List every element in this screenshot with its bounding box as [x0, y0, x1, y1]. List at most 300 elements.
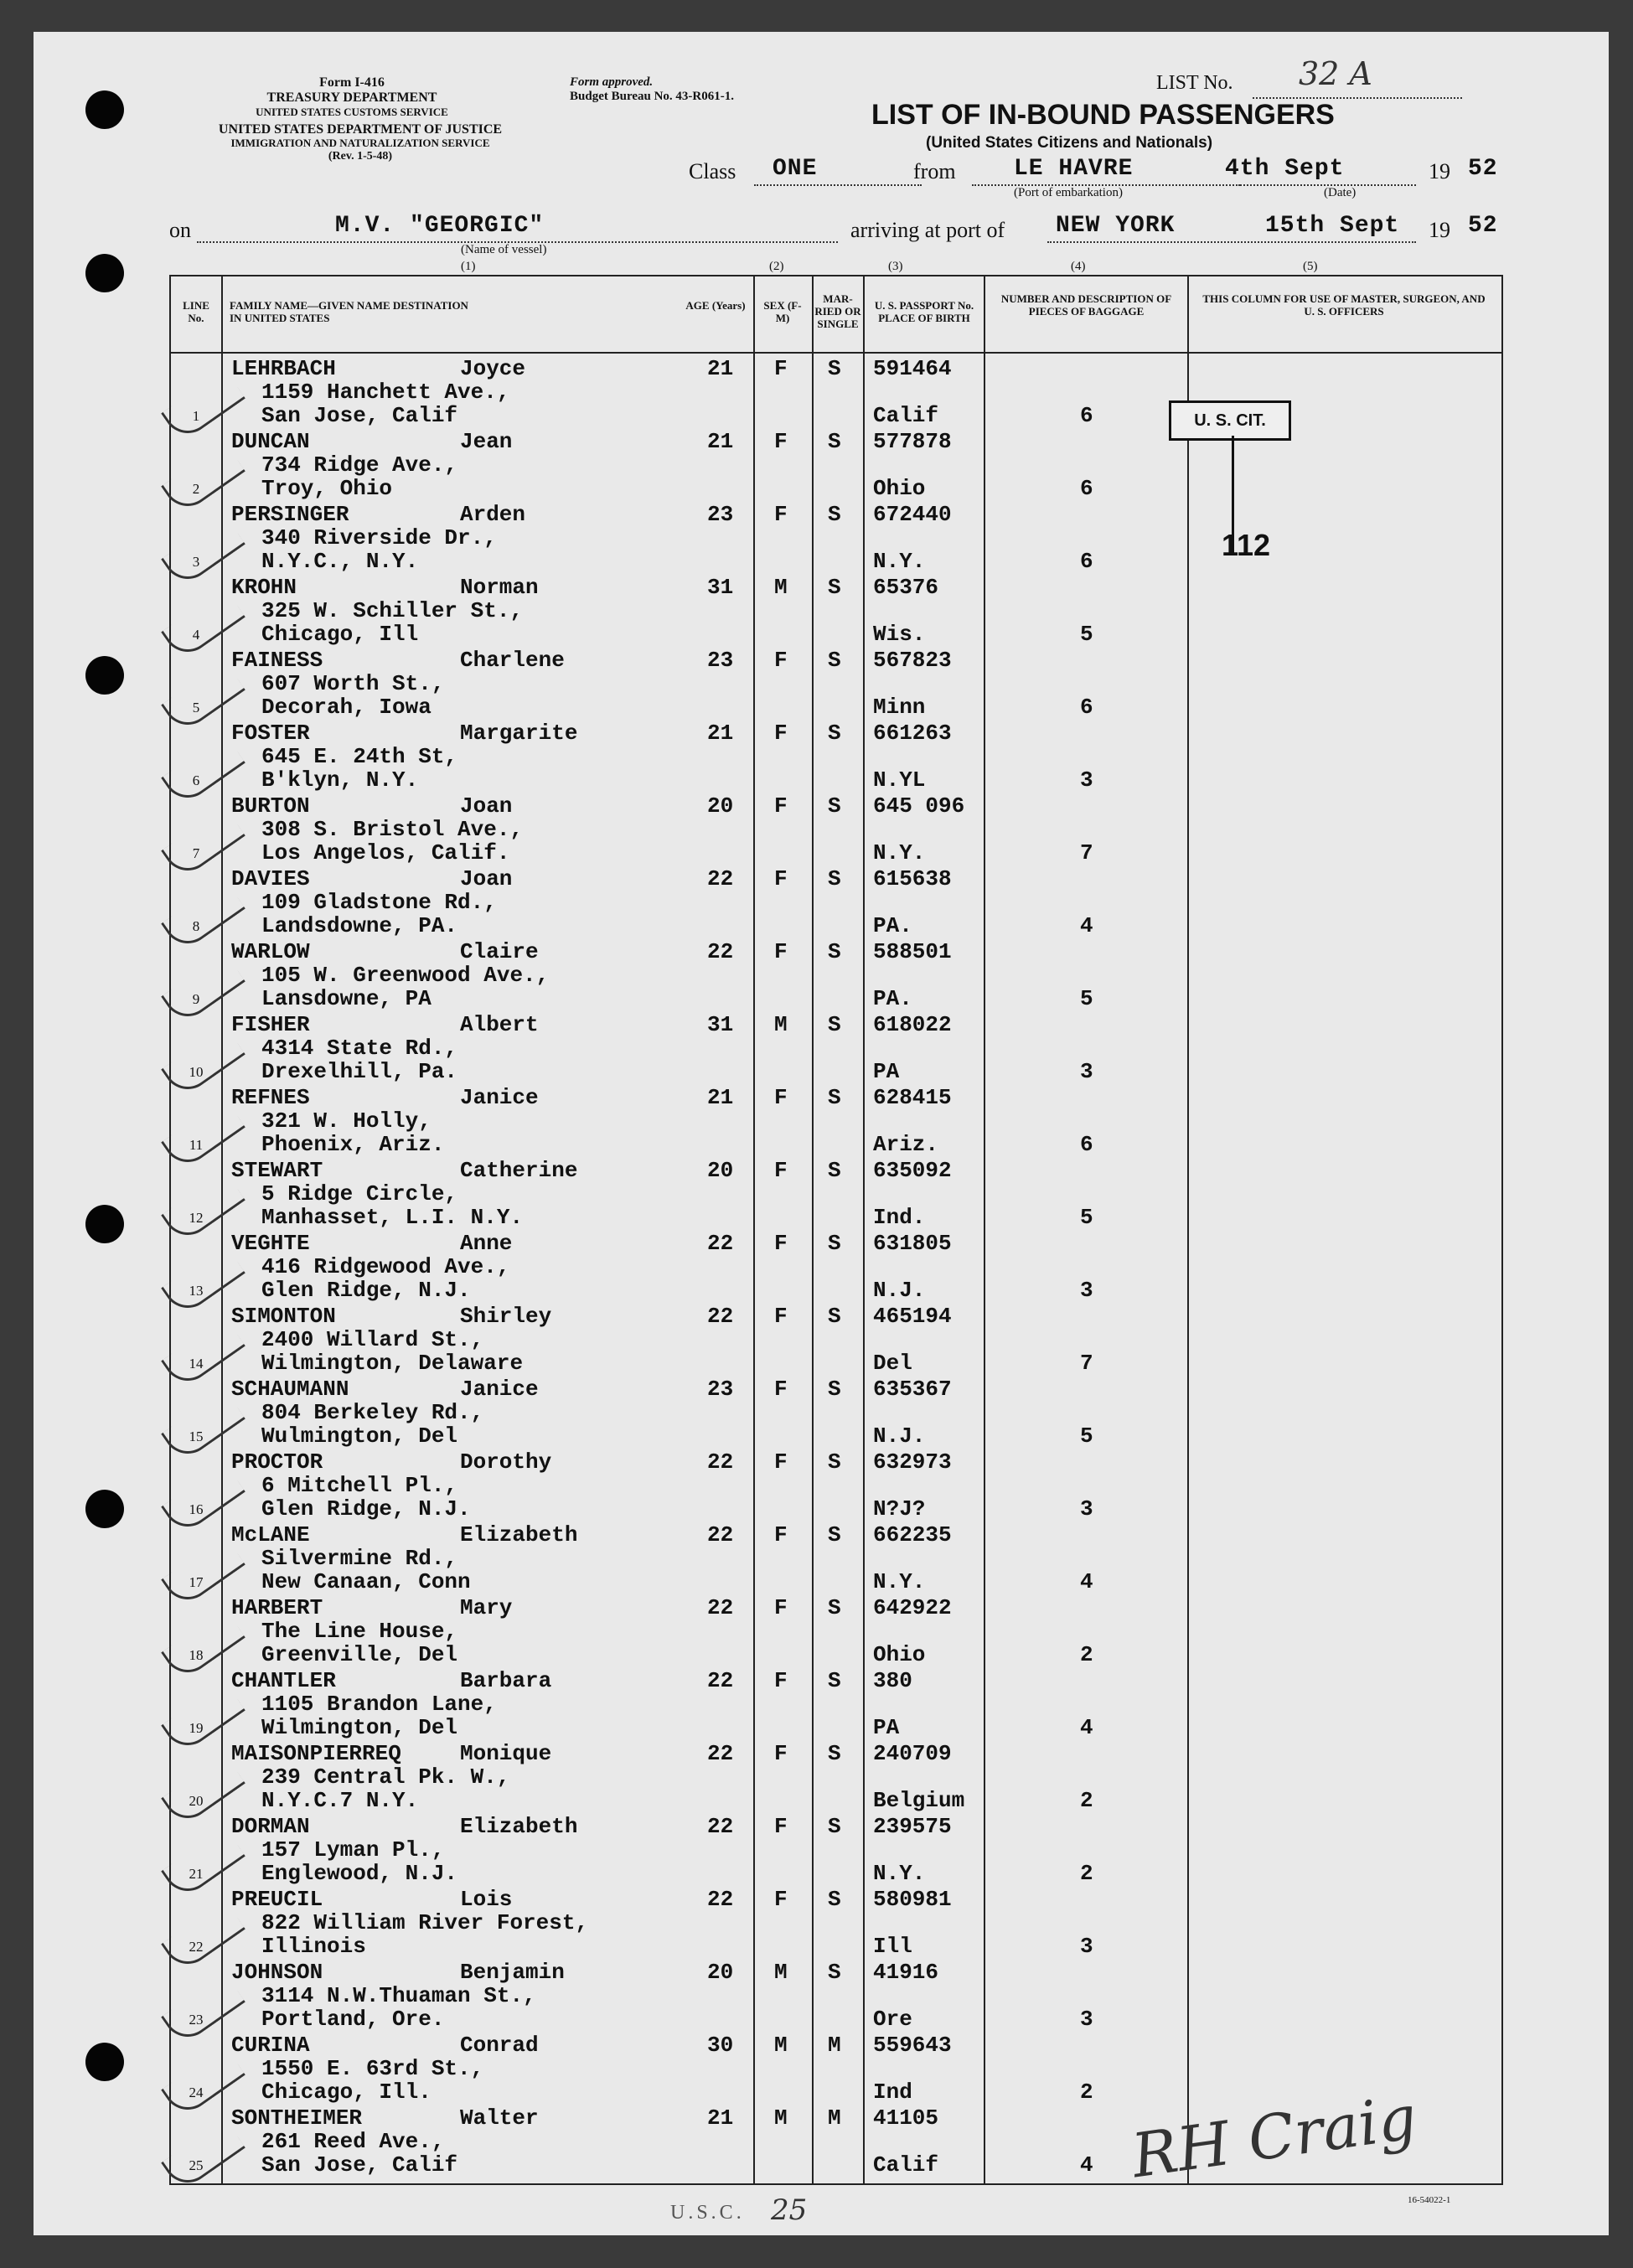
address-line-1: 1159 Hanchett Ave.,	[261, 380, 510, 405]
marital-status: S	[828, 1741, 841, 1766]
age-value: 20	[707, 1158, 734, 1183]
address-line-2: Landsdowne, PA.	[261, 913, 458, 938]
usc-label: U.S.C.	[670, 2202, 745, 2224]
family-name: FAINESS	[231, 648, 323, 673]
marital-status: S	[828, 1887, 841, 1912]
age-value: 21	[707, 429, 734, 454]
class-value: ONE	[773, 156, 818, 182]
col-header-baggage: NUMBER AND DESCRIPTION OF PIECES OF BAGGAGE	[1000, 292, 1172, 318]
given-name: Shirley	[460, 1304, 552, 1329]
line-number: 3	[192, 554, 200, 570]
treasury-label: TREASURY DEPARTMENT	[266, 90, 437, 106]
punch-hole	[85, 1205, 124, 1243]
date-arrive: 15th Sept	[1265, 213, 1400, 239]
baggage-count: 7	[1080, 840, 1093, 865]
address-line-1: 308 S. Bristol Ave.,	[261, 817, 524, 842]
birthplace: N.YL	[873, 767, 926, 793]
line-number: 6	[192, 772, 200, 788]
baggage-count: 3	[1080, 1059, 1093, 1084]
address-line-1: 340 Riverside Dr.,	[261, 525, 497, 550]
from-label: from	[913, 159, 956, 183]
class-label: Class	[689, 159, 736, 183]
birthplace: Belgium	[873, 1788, 965, 1813]
table-row	[171, 1158, 1501, 1231]
passport-number: 380	[873, 1668, 912, 1693]
marital-status: S	[828, 1960, 841, 1985]
birthplace: Ariz.	[873, 1132, 939, 1157]
address-line-1: 5 Ridge Circle,	[261, 1181, 458, 1206]
passport-number: 628415	[873, 1085, 952, 1110]
line-number: 18	[189, 1647, 204, 1663]
birthplace: Calif	[873, 403, 939, 428]
vessel-caption: (Name of vessel)	[461, 243, 547, 256]
given-name: Claire	[460, 939, 539, 964]
given-name: Joan	[460, 866, 513, 891]
line-number: 9	[192, 991, 200, 1007]
passport-number: 577878	[873, 429, 952, 454]
passport-number: 588501	[873, 939, 952, 964]
address-line-2: Los Angelos, Calif.	[261, 840, 510, 865]
address-line-1: 6 Mitchell Pl.,	[261, 1473, 458, 1498]
address-line-1: 2400 Willard St.,	[261, 1327, 484, 1352]
table-row	[171, 939, 1501, 1012]
address-line-2: B'klyn, N.Y.	[261, 767, 419, 793]
address-line-1: 321 W. Holly,	[261, 1108, 432, 1134]
marital-status: S	[828, 1304, 841, 1329]
age-value: 23	[707, 502, 734, 527]
family-name: DUNCAN	[231, 429, 310, 454]
sex-value: F	[774, 1522, 788, 1547]
marital-status: S	[828, 721, 841, 746]
arriving-label: arriving at port of	[850, 218, 1005, 242]
table-row	[171, 1085, 1501, 1158]
given-name: Conrad	[460, 2033, 539, 2058]
baggage-count: 4	[1080, 913, 1093, 938]
line-number: 12	[189, 1210, 204, 1226]
marital-status: S	[828, 1668, 841, 1693]
given-name: Benjamin	[460, 1960, 565, 1985]
baggage-count: 2	[1080, 2079, 1093, 2105]
family-name: HARBERT	[231, 1595, 323, 1620]
address-line-1: 105 W. Greenwood Ave.,	[261, 963, 550, 988]
passport-number: 672440	[873, 502, 952, 527]
given-name: Anne	[460, 1231, 513, 1256]
passenger-table	[169, 275, 1503, 2185]
page-title: LIST OF IN-BOUND PASSENGERS	[871, 99, 1335, 131]
address-line-1: Silvermine Rd.,	[261, 1546, 458, 1571]
list-no-label: LIST No.	[1156, 72, 1233, 94]
birthplace: N.Y.	[873, 840, 926, 865]
birthplace: N.Y.	[873, 549, 926, 574]
port-arrive: NEW YORK	[1056, 213, 1176, 239]
sex-value: F	[774, 1814, 788, 1839]
age-value: 22	[707, 1814, 734, 1839]
line-number: 7	[192, 845, 200, 861]
address-line-1: 1550 E. 63rd St.,	[261, 2056, 484, 2081]
marital-status: S	[828, 866, 841, 891]
age-value: 31	[707, 575, 734, 600]
address-line-1: The Line House,	[261, 1619, 458, 1644]
address-line-2: San Jose, Calif	[261, 403, 458, 428]
given-name: Joyce	[460, 356, 526, 381]
birthplace: N.J.	[873, 1278, 926, 1303]
given-name: Arden	[460, 502, 526, 527]
port-embark: LE HAVRE	[1014, 156, 1134, 182]
passport-number: 635092	[873, 1158, 952, 1183]
check-mark	[161, 2118, 245, 2193]
marital-status: S	[828, 429, 841, 454]
sex-value: F	[774, 1741, 788, 1766]
marital-status: S	[828, 648, 841, 673]
year-prefix: 19	[1429, 218, 1450, 242]
sex-value: F	[774, 1231, 788, 1256]
given-name: Norman	[460, 575, 539, 600]
birthplace: PA	[873, 1059, 900, 1084]
year-prefix: 19	[1429, 159, 1450, 183]
table-row	[171, 793, 1501, 866]
budget-label: Budget Bureau No. 43-R061-1.	[570, 90, 734, 104]
given-name: Walter	[460, 2105, 539, 2131]
address-line-1: 325 W. Schiller St.,	[261, 598, 524, 623]
marital-status: S	[828, 1449, 841, 1475]
sex-value: F	[774, 1085, 788, 1110]
marital-status: S	[828, 502, 841, 527]
baggage-count: 5	[1080, 1205, 1093, 1230]
baggage-count: 3	[1080, 1496, 1093, 1521]
family-name: PREUCIL	[231, 1887, 323, 1912]
line-number: 22	[189, 1939, 204, 1955]
address-line-2: Chicago, Ill.	[261, 2079, 432, 2105]
line-number: 19	[189, 1720, 204, 1736]
on-label: on	[169, 218, 191, 242]
sex-value: F	[774, 648, 788, 673]
sex-value: F	[774, 939, 788, 964]
birthplace: Ill	[873, 1934, 912, 1959]
line-number: 10	[189, 1064, 204, 1080]
age-value: 23	[707, 1377, 734, 1402]
family-name: REFNES	[231, 1085, 310, 1110]
sex-value: M	[774, 2105, 788, 2131]
baggage-count: 6	[1080, 403, 1093, 428]
passport-number: 631805	[873, 1231, 952, 1256]
family-name: PERSINGER	[231, 502, 349, 527]
line-number: 24	[189, 2085, 204, 2100]
address-line-1: 416 Ridgewood Ave.,	[261, 1254, 510, 1279]
sex-value: F	[774, 1668, 788, 1693]
family-name: FISHER	[231, 1012, 310, 1037]
age-value: 20	[707, 793, 734, 819]
table-row	[171, 1814, 1501, 1887]
table-row	[171, 1595, 1501, 1668]
passport-number: 567823	[873, 648, 952, 673]
officer-signature: RH Craig	[1127, 2081, 1421, 2192]
officer-count: 112	[1222, 528, 1271, 562]
address-line-2: Manhasset, L.I. N.Y.	[261, 1205, 524, 1230]
punch-hole	[85, 254, 124, 292]
birthplace: Wis.	[873, 622, 926, 647]
year-arrive: 52	[1468, 213, 1498, 239]
passport-number: 645 096	[873, 793, 965, 819]
line-number: 16	[189, 1501, 204, 1517]
baggage-count: 4	[1080, 2152, 1093, 2178]
given-name: Margarite	[460, 721, 578, 746]
sex-value: F	[774, 502, 788, 527]
table-row	[171, 1887, 1501, 1960]
line-number: 14	[189, 1356, 204, 1372]
birthplace: Del	[873, 1351, 912, 1376]
passport-number: 41105	[873, 2105, 939, 2131]
rev-label: (Rev. 1-5-48)	[328, 150, 393, 163]
sex-value: F	[774, 1449, 788, 1475]
address-line-2: Phoenix, Ariz.	[261, 1132, 445, 1157]
table-row	[171, 1741, 1501, 1814]
sex-value: F	[774, 1887, 788, 1912]
address-line-2: Illinois	[261, 1934, 366, 1959]
line-number: 15	[189, 1428, 204, 1444]
given-name: Mary	[460, 1595, 513, 1620]
passport-number: 239575	[873, 1814, 952, 1839]
birthplace: PA.	[873, 986, 912, 1011]
birthplace: Ohio	[873, 1642, 926, 1667]
sex-value: M	[774, 2033, 788, 2058]
col-index-1: (1)	[461, 260, 476, 273]
line-number: 20	[189, 1793, 204, 1809]
passport-number: 615638	[873, 866, 952, 891]
baggage-count: 4	[1080, 1715, 1093, 1740]
approved-label: Form approved.	[570, 75, 654, 89]
us-citizen-stamp: U. S. CIT.	[1169, 400, 1291, 441]
address-line-2: Drexelhill, Pa.	[261, 1059, 458, 1084]
manifest-page	[34, 32, 1609, 2235]
address-line-2: Troy, Ohio	[261, 476, 393, 501]
table-row	[171, 1522, 1501, 1595]
family-name: VEGHTE	[231, 1231, 310, 1256]
age-value: 23	[707, 648, 734, 673]
page-number: 25	[771, 2193, 808, 2227]
age-value: 22	[707, 939, 734, 964]
port-embark-caption: (Port of embarkation)	[1014, 186, 1123, 199]
line-number: 4	[192, 627, 200, 643]
family-name: SCHAUMANN	[231, 1377, 349, 1402]
sex-value: F	[774, 1304, 788, 1329]
age-value: 22	[707, 1595, 734, 1620]
passport-number: 661263	[873, 721, 952, 746]
baggage-count: 3	[1080, 2007, 1093, 2032]
family-name: BURTON	[231, 793, 310, 819]
family-name: DORMAN	[231, 1814, 310, 1839]
age-value: 21	[707, 2105, 734, 2131]
table-row	[171, 429, 1501, 502]
address-line-2: Wulmington, Del	[261, 1423, 458, 1449]
marital-status: S	[828, 1814, 841, 1839]
table-row	[171, 1304, 1501, 1377]
line-number: 11	[189, 1137, 204, 1153]
baggage-count: 7	[1080, 1351, 1093, 1376]
baggage-count: 4	[1080, 1569, 1093, 1594]
family-name: SIMONTON	[231, 1304, 336, 1329]
table-row	[171, 721, 1501, 793]
col-index-5: (5)	[1303, 260, 1318, 273]
birthplace: Calif	[873, 2152, 939, 2178]
age-value: 21	[707, 721, 734, 746]
age-value: 21	[707, 356, 734, 381]
family-name: PROCTOR	[231, 1449, 323, 1475]
col-header-age: AGE (Years)	[685, 299, 746, 312]
age-value: 22	[707, 1668, 734, 1693]
justice-block	[159, 122, 561, 163]
age-value: 22	[707, 1741, 734, 1766]
sex-value: F	[774, 793, 788, 819]
given-name: Albert	[460, 1012, 539, 1037]
baggage-count: 2	[1080, 1642, 1093, 1667]
marital-status: S	[828, 1012, 841, 1037]
age-value: 22	[707, 1887, 734, 1912]
punch-hole	[85, 1490, 124, 1528]
marital-status: S	[828, 1158, 841, 1183]
col-header-sex: SEX (F-M)	[763, 299, 802, 324]
given-name: Barbara	[460, 1668, 552, 1693]
col-header-officers: THIS COLUMN FOR USE OF MASTER, SURGEON, AND U. S. OFFICERS	[1202, 292, 1486, 318]
passport-number: 618022	[873, 1012, 952, 1037]
class-line	[754, 184, 922, 186]
line-number: 1	[192, 408, 200, 424]
family-name: MAISONPIERREQ	[231, 1741, 401, 1766]
address-line-2: N.Y.C., N.Y.	[261, 549, 419, 574]
sex-value: F	[774, 721, 788, 746]
col-index-4: (4)	[1071, 260, 1086, 273]
baggage-count: 3	[1080, 1934, 1093, 1959]
baggage-count: 6	[1080, 695, 1093, 720]
address-line-2: Glen Ridge, N.J.	[261, 1496, 471, 1521]
line-number: 8	[192, 918, 200, 934]
table-row	[171, 1449, 1501, 1522]
address-line-2: Englewood, N.J.	[261, 1861, 458, 1886]
marital-status: M	[828, 2033, 841, 2058]
address-line-1: 734 Ridge Ave.,	[261, 452, 458, 478]
address-line-1: 645 E. 24th St,	[261, 744, 458, 769]
baggage-count: 6	[1080, 1132, 1093, 1157]
passport-number: 465194	[873, 1304, 952, 1329]
table-row	[171, 1231, 1501, 1304]
address-line-1: 4314 State Rd.,	[261, 1036, 458, 1061]
baggage-count: 3	[1080, 1278, 1093, 1303]
baggage-count: 2	[1080, 1788, 1093, 1813]
baggage-count: 6	[1080, 476, 1093, 501]
birthplace: Minn	[873, 695, 926, 720]
ins-label: IMMIGRATION AND NATURALIZATION SERVICE	[230, 137, 490, 150]
marital-status: S	[828, 1377, 841, 1402]
address-line-2: New Canaan, Conn	[261, 1569, 471, 1594]
col-header-passport: U. S. PASSPORT No. PLACE OF BIRTH	[874, 299, 974, 324]
birthplace: PA.	[873, 913, 912, 938]
table-row	[171, 2033, 1501, 2105]
punch-hole	[85, 2043, 124, 2081]
baggage-count: 5	[1080, 622, 1093, 647]
given-name: Dorothy	[460, 1449, 552, 1475]
baggage-count: 5	[1080, 1423, 1093, 1449]
passport-number: 635367	[873, 1377, 952, 1402]
marital-status: S	[828, 356, 841, 381]
address-line-2: Wilmington, Del	[261, 1715, 458, 1740]
passport-number: 559643	[873, 2033, 952, 2058]
birthplace: N.Y.	[873, 1861, 926, 1886]
sex-value: F	[774, 1158, 788, 1183]
address-line-2: Lansdowne, PA	[261, 986, 432, 1011]
family-name: WARLOW	[231, 939, 310, 964]
marital-status: S	[828, 1522, 841, 1547]
marital-status: M	[828, 2105, 841, 2131]
line-number: 5	[192, 700, 200, 716]
address-line-2: Glen Ridge, N.J.	[261, 1278, 471, 1303]
header-divider	[171, 352, 1501, 354]
passport-number: 240709	[873, 1741, 952, 1766]
family-name: CURINA	[231, 2033, 310, 2058]
table-row	[171, 1377, 1501, 1449]
punch-hole	[85, 90, 124, 129]
sex-value: F	[774, 1377, 788, 1402]
address-line-2: Decorah, Iowa	[261, 695, 432, 720]
passport-number: 642922	[873, 1595, 952, 1620]
age-value: 31	[707, 1012, 734, 1037]
sex-value: F	[774, 429, 788, 454]
sex-value: F	[774, 1595, 788, 1620]
table-row	[171, 502, 1501, 575]
baggage-count: 3	[1080, 767, 1093, 793]
passport-number: 591464	[873, 356, 952, 381]
year-embark: 52	[1468, 156, 1498, 182]
approval-block	[570, 75, 804, 105]
given-name: Lois	[460, 1887, 513, 1912]
address-line-1: 804 Berkeley Rd.,	[261, 1400, 484, 1425]
baggage-count: 2	[1080, 1861, 1093, 1886]
age-value: 20	[707, 1960, 734, 1985]
age-value: 21	[707, 1085, 734, 1110]
family-name: DAVIES	[231, 866, 310, 891]
marital-status: S	[828, 939, 841, 964]
table-row	[171, 648, 1501, 721]
table-row	[171, 356, 1501, 429]
address-line-1: 157 Lyman Pl.,	[261, 1837, 445, 1862]
given-name: Joan	[460, 793, 513, 819]
address-line-1: 607 Worth St.,	[261, 671, 445, 696]
baggage-count: 6	[1080, 549, 1093, 574]
form-agency-block	[193, 75, 511, 119]
age-value: 22	[707, 1449, 734, 1475]
address-line-2: Portland, Ore.	[261, 2007, 445, 2032]
marital-status: S	[828, 1085, 841, 1110]
sex-value: F	[774, 866, 788, 891]
address-line-1: 109 Gladstone Rd.,	[261, 890, 497, 915]
given-name: Catherine	[460, 1158, 578, 1183]
birthplace: N.Y.	[873, 1569, 926, 1594]
family-name: CHANTLER	[231, 1668, 336, 1693]
sex-value: M	[774, 1960, 788, 1985]
age-value: 22	[707, 1522, 734, 1547]
address-line-1: 261 Reed Ave.,	[261, 2129, 445, 2154]
birthplace: Ind	[873, 2079, 912, 2105]
sex-value: M	[774, 575, 788, 600]
col-index-3: (3)	[888, 260, 903, 273]
marital-status: S	[828, 1595, 841, 1620]
customs-label: UNITED STATES CUSTOMS SERVICE	[256, 105, 448, 118]
page-subtitle: (United States Citizens and Nationals)	[926, 134, 1213, 152]
address-line-2: San Jose, Calif	[261, 2152, 458, 2178]
age-value: 22	[707, 1304, 734, 1329]
line-number: 13	[189, 1283, 204, 1299]
arrive-line	[1047, 241, 1416, 243]
family-name: McLANE	[231, 1522, 310, 1547]
family-name: FOSTER	[231, 721, 310, 746]
